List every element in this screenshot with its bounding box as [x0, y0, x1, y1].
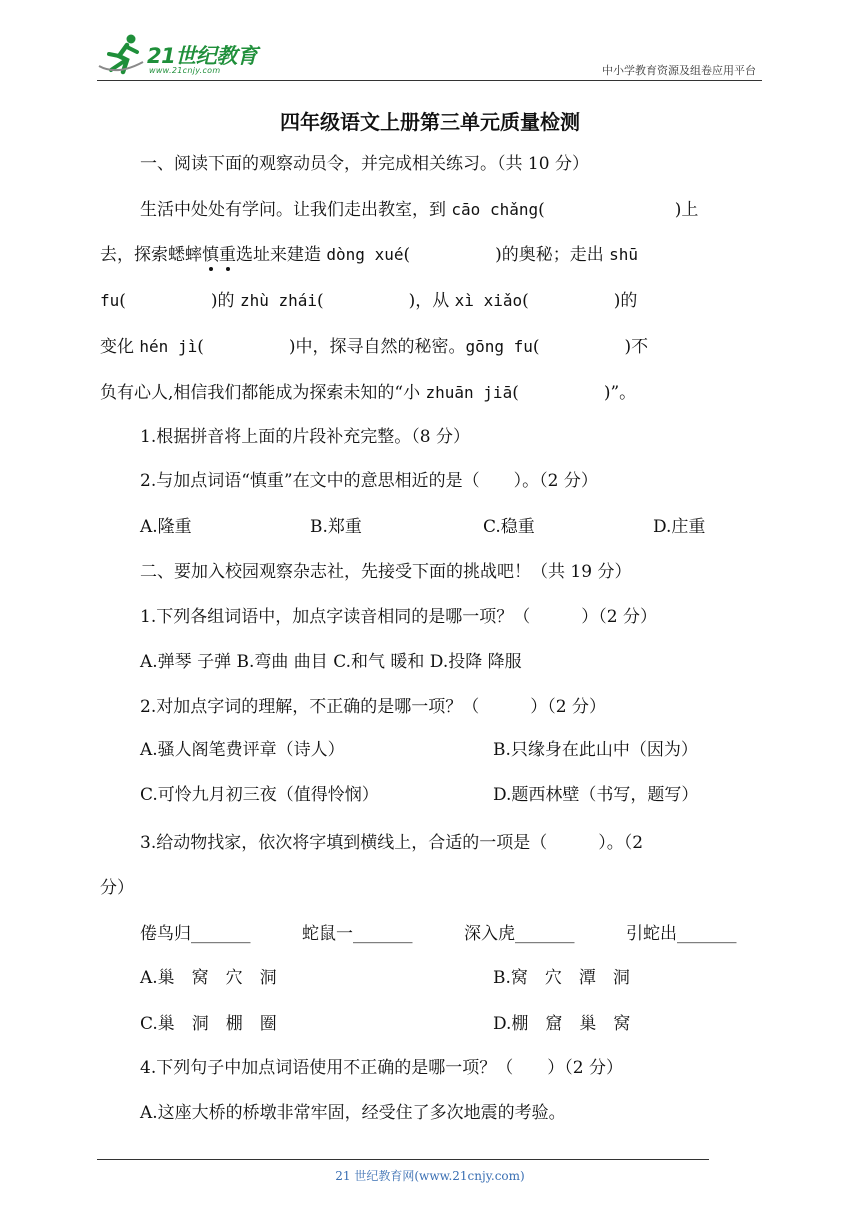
passage-text: 选址来建造 [236, 245, 327, 265]
passage-line-5 [100, 381, 636, 405]
passage-text: ( )，从 [317, 291, 455, 311]
passage-text: 生活中处处有学问。让我们走出教室，到 [140, 200, 452, 220]
option-c[interactable]: C.稳重 [483, 517, 535, 537]
page-header [97, 30, 762, 80]
option-b[interactable]: B.窝 穴 潭 洞 [493, 968, 630, 988]
logo-text: 21世纪教育 [147, 44, 258, 68]
option-d[interactable]: D.庄重 [653, 517, 706, 537]
footer-divider [97, 1159, 709, 1160]
pinyin-zhuanjia: zhuān jiā [425, 383, 513, 402]
passage-text: ( )的奥秘；走出 [403, 245, 610, 265]
runner-logo-icon [97, 32, 149, 78]
question-2-2: 2.对加点字词的理解，不正确的是哪一项？（ ）（2 分） [140, 697, 606, 717]
passage-text: 变化 [100, 337, 140, 357]
passage-text: ( )”。 [512, 383, 637, 403]
header-divider [97, 80, 762, 81]
pinyin-zhuzhai: zhù zhái [239, 291, 317, 310]
question-2-1: 1.下列各组词语中，加点字读音相同的是哪一项？（ ）（2 分） [140, 607, 657, 627]
option-a[interactable]: A.隆重 [140, 517, 192, 537]
pinyin-gongfu: gōng fu [465, 337, 533, 356]
option-a[interactable]: A.骚人阁笔费评章（诗人） [140, 740, 345, 760]
passage-text: ( )中，探寻自然的秘密。 [197, 337, 466, 357]
option-b[interactable]: B.郑重 [310, 517, 362, 537]
option-a[interactable]: A.这座大桥的桥墩非常牢固，经受住了多次地震的考验。 [140, 1103, 566, 1123]
dotted-char: 重 [219, 245, 236, 265]
passage-text: )上 [674, 200, 699, 220]
section1-heading: 一、阅读下面的观察动员令，并完成相关练习。（共 10 分） [140, 154, 589, 174]
passage-text: ( )的 [119, 291, 240, 311]
passage-line-1 [140, 198, 698, 222]
site-logo [97, 30, 267, 78]
passage-line-4 [100, 335, 648, 359]
passage-text: 负有心人,相信我们都能成为探索未知的“小 [100, 383, 426, 403]
section2-heading: 二、要加入校园观察杂志社，先接受下面的挑战吧！（共 19 分） [140, 562, 632, 582]
option-d[interactable]: D.题西林壁（书写，题写） [493, 785, 699, 805]
passage-text: 去，探索蟋蟀 [100, 245, 202, 265]
footer-text[interactable]: 21 世纪教育网(www.21cnjy.com) [335, 1169, 525, 1183]
fill-blank-2[interactable]: 蛇鼠一_______ [302, 924, 413, 944]
option-c[interactable]: C.巢 洞 棚 圈 [140, 1014, 277, 1034]
dotted-char: 慎 [202, 245, 219, 265]
passage-text: ( )的 [522, 291, 638, 311]
logo-url: www.21cnjy.com [149, 66, 221, 75]
option-c[interactable]: C.可怜九月初三夜（值得怜悯） [140, 785, 379, 805]
fill-blank-1[interactable]: 倦鸟归_______ [140, 924, 251, 944]
question-2-3-cont: 分） [100, 878, 134, 898]
question-2-4: 4.下列句子中加点词语使用不正确的是哪一项？（ ）（2 分） [140, 1058, 623, 1078]
platform-name: 中小学教育资源及组卷应用平台 [602, 64, 756, 77]
passage-line-3 [100, 289, 637, 313]
option-a[interactable]: A.巢 窝 穴 洞 [140, 968, 277, 988]
question-2-3: 3.给动物找家，依次将字填到横线上，合适的一项是（ ）。（2 [140, 833, 644, 853]
pinyin-fu: fu [100, 291, 120, 310]
passage-line-2 [100, 243, 638, 267]
question-1-1: 1.根据拼音将上面的片段补充完整。（8 分） [140, 427, 470, 447]
pinyin-dongxue: dòng xué [326, 245, 404, 264]
pinyin-caochang: cāo chǎng [451, 200, 539, 219]
option-d[interactable]: D.棚 窟 巢 窝 [493, 1014, 631, 1034]
option-b[interactable]: B.只缘身在此山中（因为） [493, 740, 698, 760]
fill-blank-3[interactable]: 深入虎_______ [464, 924, 575, 944]
page-title: 四年级语文上册第三单元质量检测 [280, 110, 580, 134]
fill-blank-4[interactable]: 引蛇出_______ [626, 924, 737, 944]
question-2-1-options[interactable]: A.弹琴 子弹 B.弯曲 曲目 C.和气 暖和 D.投降 降服 [140, 652, 522, 672]
pinyin-shu: shū [609, 245, 639, 264]
pinyin-xixiao: xì xiǎo [454, 291, 523, 310]
passage-text: ( )不 [532, 337, 649, 357]
pinyin-henji: hén jì [139, 337, 198, 356]
question-1-2: 2.与加点词语“慎重”在文中的意思相近的是（ ）。（2 分） [140, 471, 598, 491]
passage-text: ( [538, 200, 545, 220]
